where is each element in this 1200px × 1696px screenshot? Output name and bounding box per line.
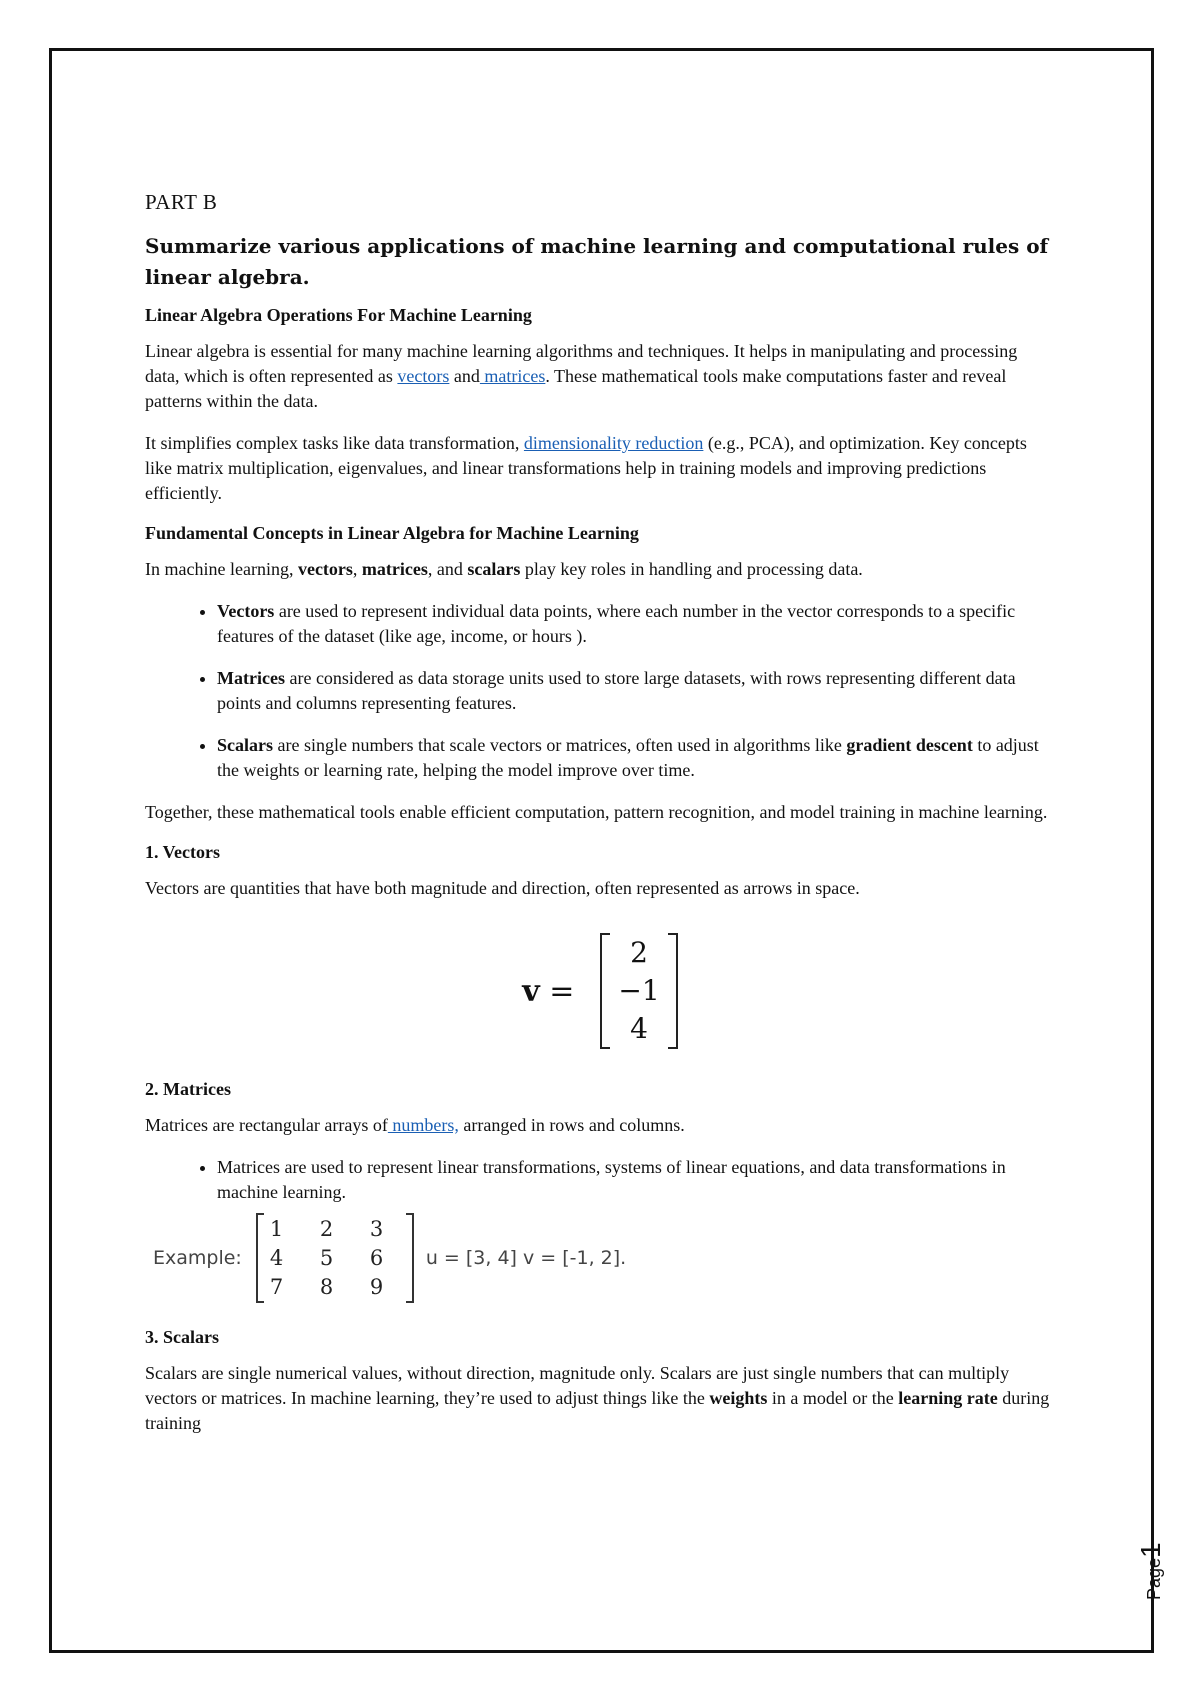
- vector-lhs: v =: [522, 973, 575, 1009]
- list-item-vectors: • Vectors are used to represent individual data points, where each number in the vector corresponds to a specific features of the dataset (like age, income, or hours ).: [217, 599, 1055, 649]
- matrix-cell: 7: [269, 1275, 284, 1299]
- list-item-matrices: • Matrices are considered as data storage units used to store large datasets, with rows representing different data points and columns representing features.: [217, 666, 1055, 716]
- matrix-grid: [264, 1215, 406, 1302]
- heading-vectors: 1. Vectors: [145, 842, 220, 862]
- paragraph-intro: Linear algebra is essential for many machine learning algorithms and techniques. It helps in manipulating and processing data, which is often represented as vectors and matrices. These mathematical tools make computations faster and reveal patterns within the data.: [145, 341, 1018, 411]
- list-item-matrix-uses: • Matrices are used to represent linear transformations, systems of linear equations, and data transformations in machine learning.: [217, 1155, 1055, 1205]
- matrix-cell: 3: [369, 1217, 384, 1241]
- list-item-scalars: • Scalars are single numbers that scale vectors or matrices, often used in algorithms like gradient descent to adjust the weights or learning rate, helping the model improve over time.: [217, 733, 1055, 783]
- left-bracket: [600, 933, 610, 1049]
- heading-matrices: 2. Matrices: [145, 1079, 231, 1099]
- left-bracket: [256, 1213, 264, 1303]
- vector-entry: −1: [618, 974, 660, 1007]
- question-title: Summarize various applications of machine learning and computational rules of linear algebra.: [145, 234, 1049, 289]
- document-body: [145, 180, 1055, 1453]
- vector-entry: 2: [630, 936, 648, 969]
- paragraph-scalars: Scalars are single numerical values, without direction, magnitude only. Scalars are just single numbers that can multiply vectors or matrices. In machine learning, they’re used to adjust things like the weights in a model or the learning rate during training: [145, 1363, 1050, 1433]
- link-dimensionality-reduction[interactable]: dimensionality reduction: [523, 433, 704, 453]
- heading-operations: Linear Algebra Operations For Machine Learning: [145, 305, 532, 325]
- link-matrices[interactable]: matrices: [479, 366, 546, 386]
- vector-column: [610, 934, 667, 1048]
- paragraph-key-roles: In machine learning, vectors, matrices, and scalars play key roles in handling and processing data.: [145, 559, 863, 579]
- matrix-cell: 4: [269, 1246, 284, 1270]
- matrix-cell: 5: [319, 1246, 334, 1270]
- matrix-example: [153, 1213, 1055, 1303]
- paragraph-vectors: Vectors are quantities that have both magnitude and direction, often represented as arrows in space.: [145, 878, 860, 898]
- right-bracket: [668, 933, 678, 1049]
- right-bracket: [406, 1213, 414, 1303]
- example-uv: u = [3, 4] v = [-1, 2].: [425, 1247, 627, 1269]
- paragraph-simplifies: It simplifies complex tasks like data transformation, dimensionality reduction (e.g., PCA), and optimization. Key concepts like matrix multiplication, eigenvalues, and linear transformations help in training models and improving predictions efficiently.: [145, 433, 1027, 503]
- vector-entry: 4: [630, 1012, 648, 1045]
- heading-scalars: 3. Scalars: [145, 1327, 219, 1347]
- concepts-list: [145, 599, 1055, 783]
- matrix-cell: 2: [319, 1217, 334, 1241]
- link-numbers[interactable]: numbers,: [387, 1115, 459, 1135]
- matrix-cell: 6: [369, 1246, 384, 1270]
- link-vectors[interactable]: vectors: [397, 366, 450, 386]
- paragraph-together: Together, these mathematical tools enable efficient computation, pattern recognition, and model training in machine learning.: [145, 802, 1048, 822]
- paragraph-matrices: Matrices are rectangular arrays of numbers, arranged in rows and columns.: [145, 1115, 685, 1135]
- matrix-cell: 8: [319, 1275, 334, 1299]
- example-label: Example:: [153, 1247, 242, 1269]
- heading-fundamental-concepts: Fundamental Concepts in Linear Algebra for Machine Learning: [145, 523, 639, 543]
- part-heading: PART B: [145, 190, 218, 214]
- vector-equation: [145, 931, 1055, 1051]
- matrix-cell: 9: [369, 1275, 384, 1299]
- matrices-list: [145, 1155, 1055, 1205]
- page-number: Page1: [1135, 1542, 1166, 1600]
- matrix-cell: 1: [269, 1217, 284, 1241]
- example-matrix: [256, 1213, 414, 1303]
